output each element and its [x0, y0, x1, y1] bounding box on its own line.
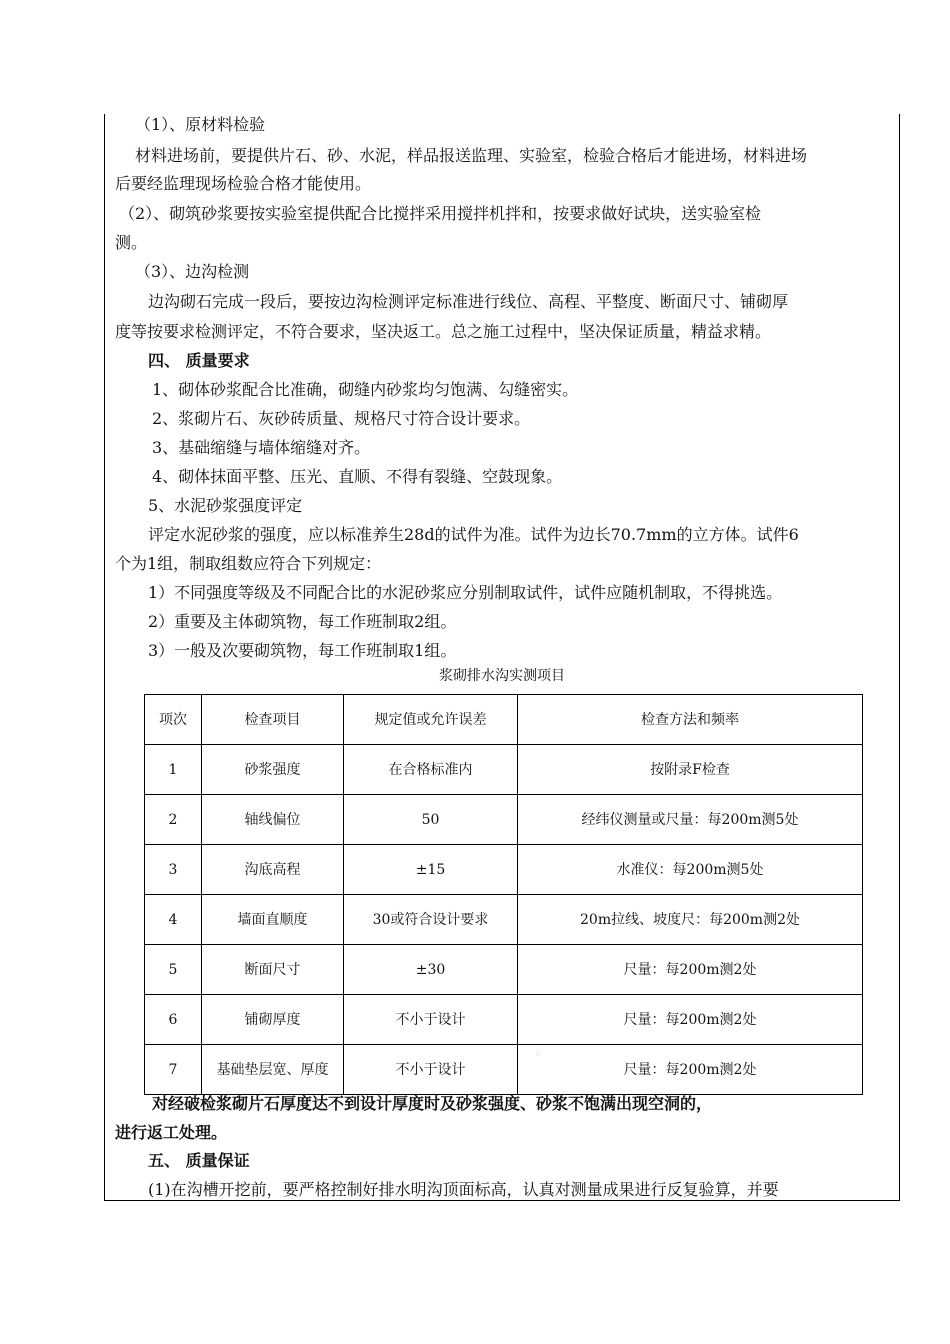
table-row	[145, 795, 863, 845]
table-cell: 尺量：每200m测2处	[518, 1045, 863, 1095]
table-row	[145, 745, 863, 795]
table-cell: 5	[145, 945, 202, 995]
paragraph-line: 度等按要求检测评定，不符合要求，坚决返工。总之施工过程中，坚决保证质量，精益求精。	[115, 322, 772, 341]
paragraph-line: 材料进场前，要提供片石、砂、水泥，样品报送监理、实验室，检验合格后才能进场，材料进场	[135, 146, 808, 165]
table-cell: 墙面直顺度	[202, 895, 344, 945]
table-cell: 基础垫层宽、厚度	[202, 1045, 344, 1095]
table-row	[145, 845, 863, 895]
table-cell: 2	[145, 795, 202, 845]
table-row	[145, 995, 863, 1045]
paragraph-line: 评定水泥砂浆的强度，应以标准养生28d的试件为准。试件为边长70.7mm的立方体。试件6	[148, 525, 799, 544]
rule-item: 1）不同强度等级及不同配合比的水泥砂浆应分别制取试件，试件应随机制取，不得挑选。	[148, 583, 783, 602]
table-cell: ±15	[344, 845, 518, 895]
subheading-ditch-inspection: （3）、边沟检测	[135, 262, 250, 281]
rule-item: 3）一般及次要砌筑物，每工作班制取1组。	[148, 641, 457, 660]
table-cell: 1	[145, 745, 202, 795]
paragraph-line: （2）、砌筑砂浆要按实验室提供配合比搅拌采用搅拌机拌和，按要求做好试块，送实验室检	[119, 204, 762, 223]
requirement-item: 4、砌体抹面平整、压光、直顺、不得有裂缝、空鼓现象。	[152, 467, 563, 486]
section-heading-quality-requirements: 四、 质量要求	[148, 351, 250, 370]
header-cell: 项次	[145, 695, 202, 745]
table-cell: 6	[145, 995, 202, 1045]
table-cell: 不小于设计	[344, 995, 518, 1045]
table-cell: 30或符合设计要求	[344, 895, 518, 945]
document-frame	[104, 114, 900, 1201]
table-cell: 在合格标准内	[344, 745, 518, 795]
table-cell: 尺量：每200m测2处	[518, 995, 863, 1045]
table-cell: 尺量：每200m测2处	[518, 945, 863, 995]
rework-note-line: 进行返工处理。	[115, 1123, 228, 1142]
table-cell: 砂浆强度	[202, 745, 344, 795]
paragraph-line: 个为1组，制取组数应符合下列规定：	[115, 554, 382, 573]
paragraph-line: (1)在沟槽开挖前，要严格控制好排水明沟顶面标高，认真对测量成果进行反复验算，并要	[148, 1180, 779, 1199]
table-cell: 水准仪：每200m测5处	[518, 845, 863, 895]
requirement-item: 2、浆砌片石、灰砂砖质量、规格尺寸符合设计要求。	[152, 409, 531, 428]
table-cell: 50	[344, 795, 518, 845]
requirement-item: 5、水泥砂浆强度评定	[148, 496, 303, 515]
table-cell: 3	[145, 845, 202, 895]
header-cell: 检查项目	[202, 695, 344, 745]
header-cell: 规定值或允许误差	[344, 695, 518, 745]
paragraph-line: 测。	[115, 233, 148, 252]
table-cell: 4	[145, 895, 202, 945]
table-cell: 不小于设计	[344, 1045, 518, 1095]
table-cell: 铺砌厚度	[202, 995, 344, 1045]
table-cell: 按附录F检查	[518, 745, 863, 795]
rule-item: 2）重要及主体砌筑物，每工作班制取2组。	[148, 612, 457, 631]
paragraph-line: 后要经监理现场检验合格才能使用。	[115, 174, 372, 193]
requirement-item: 3、基础缩缝与墙体缩缝对齐。	[152, 438, 371, 457]
section-heading-quality-assurance: 五、 质量保证	[148, 1151, 250, 1170]
table-cell: 7	[145, 1045, 202, 1095]
table-header-row	[145, 695, 863, 745]
header-cell: 检查方法和频率	[518, 695, 863, 745]
watermark-icon: ◦	[534, 1047, 543, 1063]
rework-note-line: 对经破检浆砌片石厚度达不到设计厚度时及砂浆强度、砂浆不饱满出现空洞的，	[152, 1094, 713, 1113]
paragraph-line: 边沟砌石完成一段后，要按边沟检测评定标准进行线位、高程、平整度、断面尺寸、铺砌厚	[148, 292, 789, 311]
table-cell: 20m拉线、坡度尺：每200m测2处	[518, 895, 863, 945]
subheading-raw-material: （1）、原材料检验	[135, 115, 266, 134]
table-row	[145, 945, 863, 995]
table-row	[145, 895, 863, 945]
table-cell: 轴线偏位	[202, 795, 344, 845]
table-cell: 沟底高程	[202, 845, 344, 895]
table-cell: 断面尺寸	[202, 945, 344, 995]
table-row	[145, 1045, 863, 1095]
inspection-table	[144, 694, 863, 1095]
requirement-item: 1、砌体砂浆配合比准确，砌缝内砂浆均匀饱满、勾缝密实。	[152, 380, 579, 399]
table-cell: ±30	[344, 945, 518, 995]
table-caption: 浆砌排水沟实测项目	[439, 668, 565, 684]
table-cell: 经纬仪测量或尺量：每200m测5处	[518, 795, 863, 845]
